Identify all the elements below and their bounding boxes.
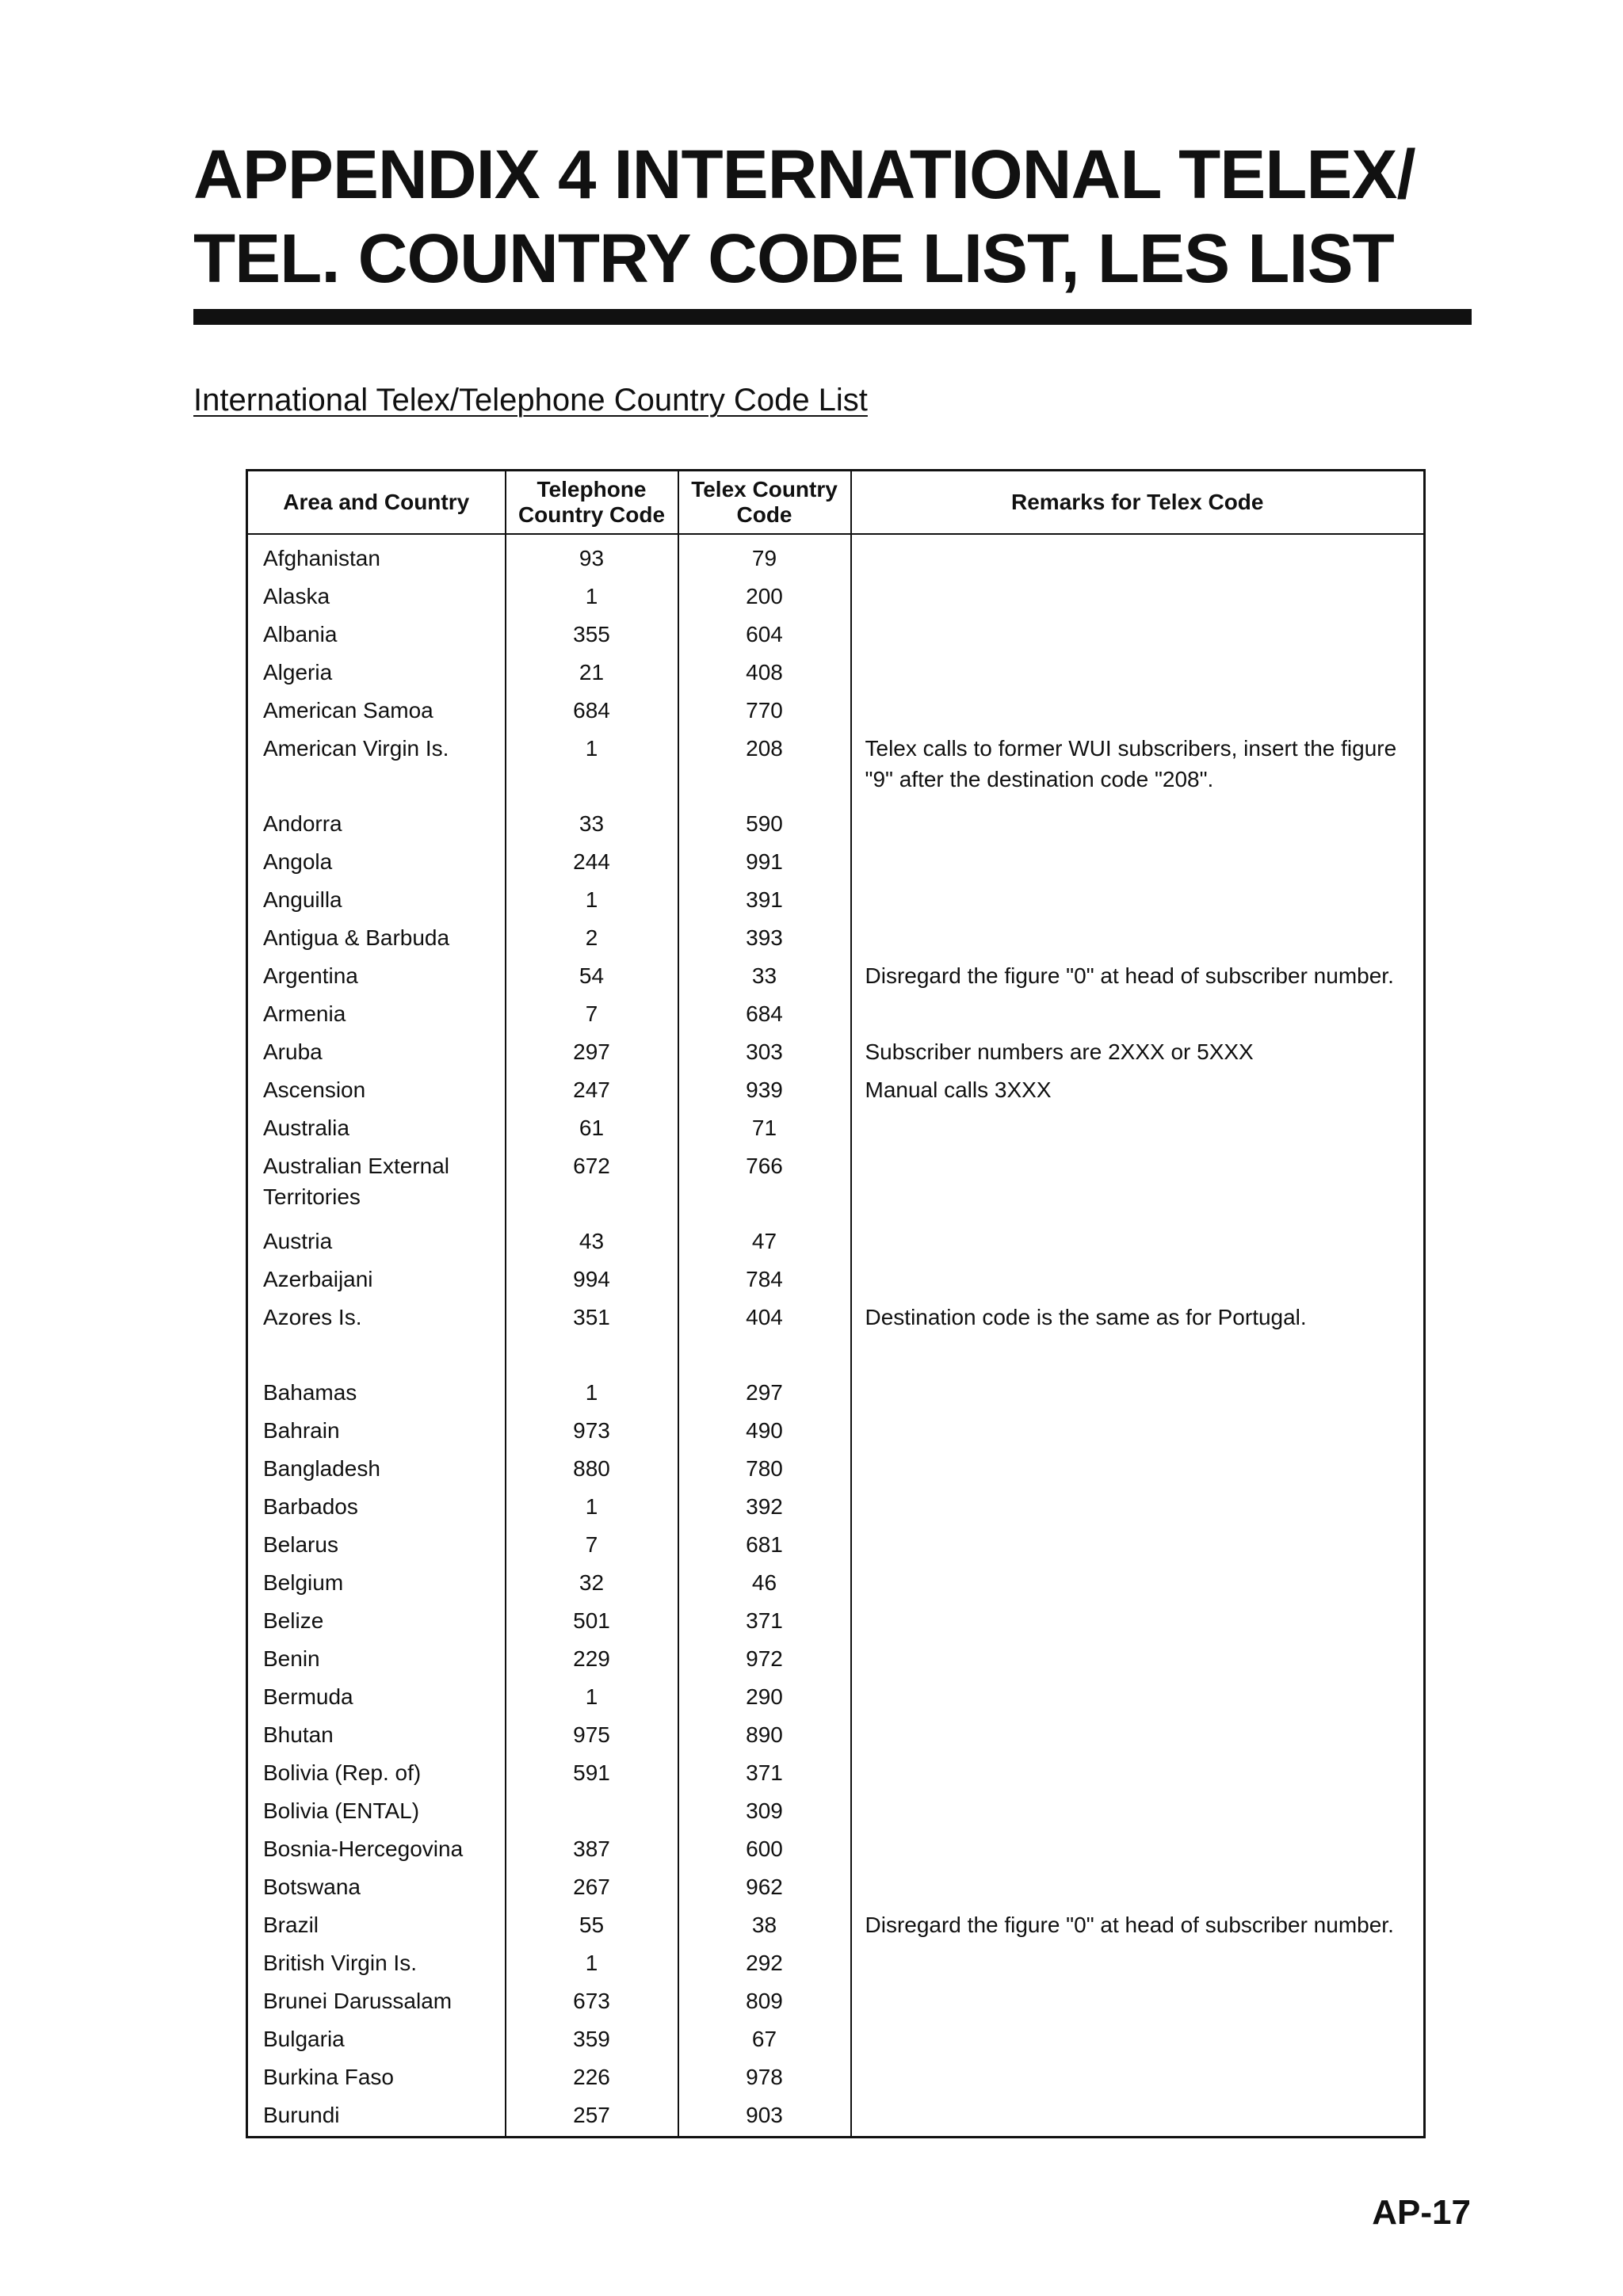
cell-country: Botswana — [263, 1875, 361, 1899]
cell-telex-code: 309 — [678, 1789, 851, 1827]
table-row — [247, 992, 1425, 1030]
cell-remark — [851, 1144, 1425, 1219]
cell-telex-code: 71 — [678, 1106, 851, 1144]
table-row — [247, 916, 1425, 954]
cell-telex-code: 33 — [678, 954, 851, 992]
cell-country: Bahamas — [263, 1380, 357, 1405]
cell-telex-code: 684 — [678, 992, 851, 1030]
cell-telephone-code: 1 — [506, 1941, 678, 1979]
cell-remark: Subscriber numbers are 2XXX or 5XXX — [851, 1030, 1425, 1068]
cell-telex-code: 780 — [678, 1447, 851, 1485]
cell-country: Belize — [263, 1608, 324, 1633]
cell-telephone-code: 257 — [506, 2093, 678, 2138]
cell-country: Ascension — [263, 1077, 366, 1102]
table-row — [247, 1979, 1425, 2017]
cell-remark: Telex calls to former WUI subscribers, insert the figure "9" after the destination code "208". — [851, 727, 1425, 802]
cell-telephone-code: 7 — [506, 1523, 678, 1561]
cell-remark — [851, 1941, 1425, 1979]
cell-country: Burkina Faso — [263, 2065, 394, 2089]
cell-telephone-code: 591 — [506, 1751, 678, 1789]
cell-remark — [851, 1219, 1425, 1257]
cell-country: Brazil — [263, 1913, 319, 1937]
cell-telephone-code: 61 — [506, 1106, 678, 1144]
cell-country: Brunei Darussalam — [263, 1989, 453, 2013]
table-body — [247, 534, 1425, 2138]
cell-remark — [851, 574, 1425, 612]
cell-telex-code: 47 — [678, 1219, 851, 1257]
cell-telex-code: 490 — [678, 1409, 851, 1447]
header-remarks: Remarks for Telex Code — [851, 471, 1425, 535]
cell-telephone-code: 247 — [506, 1068, 678, 1106]
cell-country: Benin — [263, 1646, 320, 1671]
cell-remark — [851, 1561, 1425, 1599]
cell-remark — [851, 992, 1425, 1030]
cell-telex-code: 890 — [678, 1713, 851, 1751]
cell-remark — [851, 1371, 1425, 1409]
cell-country: American Samoa — [263, 698, 433, 723]
cell-country: Azerbaijani — [263, 1267, 373, 1291]
table-row — [247, 1485, 1425, 1523]
cell-telephone-code: 267 — [506, 1865, 678, 1903]
page-title-line-1: APPENDIX 4 INTERNATIONAL TELEX/ — [193, 136, 1415, 213]
cell-remark — [851, 1485, 1425, 1523]
cell-country: Bangladesh — [263, 1456, 380, 1481]
cell-remark — [851, 688, 1425, 727]
cell-remark — [851, 650, 1425, 688]
table-row — [247, 1030, 1425, 1068]
table-row — [247, 954, 1425, 992]
cell-remark — [851, 2093, 1425, 2138]
table-row — [247, 534, 1425, 574]
table-row — [247, 1941, 1425, 1979]
table-row — [247, 1371, 1425, 1409]
cell-telephone-code: 387 — [506, 1827, 678, 1865]
cell-country: Australian External Territories — [263, 1154, 450, 1209]
table-row — [247, 840, 1425, 878]
cell-telex-code: 393 — [678, 916, 851, 954]
cell-telephone-code: 973 — [506, 1409, 678, 1447]
country-code-table — [246, 469, 1426, 2138]
cell-telephone-code: 684 — [506, 688, 678, 727]
page-title — [193, 133, 1477, 301]
cell-telephone-code: 2 — [506, 916, 678, 954]
table-row — [247, 1713, 1425, 1751]
cell-telephone-code: 244 — [506, 840, 678, 878]
cell-remark — [851, 1106, 1425, 1144]
table-row — [247, 1447, 1425, 1485]
cell-remark — [851, 1523, 1425, 1561]
table-row — [247, 1599, 1425, 1637]
cell-telex-code: 939 — [678, 1068, 851, 1106]
header-telephone-code: Telephone Country Code — [506, 471, 678, 535]
cell-country: Bahrain — [263, 1418, 340, 1443]
table-row — [247, 1106, 1425, 1144]
cell-telex-code: 766 — [678, 1144, 851, 1219]
cell-remark — [851, 1599, 1425, 1637]
cell-telephone-code: 55 — [506, 1903, 678, 1941]
cell-country: Antigua & Barbuda — [263, 925, 450, 950]
table-row — [247, 1903, 1425, 1941]
table-row — [247, 1219, 1425, 1257]
section-heading: International Telex/Telephone Country Code List — [193, 383, 868, 418]
cell-telex-code: 978 — [678, 2055, 851, 2093]
cell-country: Albania — [263, 622, 338, 646]
table-row — [247, 688, 1425, 727]
cell-remark — [851, 1827, 1425, 1865]
cell-telephone-code: 226 — [506, 2055, 678, 2093]
cell-remark — [851, 1789, 1425, 1827]
cell-remark — [851, 1713, 1425, 1751]
cell-remark — [851, 802, 1425, 840]
header-telex-code: Telex Country Code — [678, 471, 851, 535]
cell-telex-code: 200 — [678, 574, 851, 612]
cell-telex-code: 371 — [678, 1751, 851, 1789]
cell-country: Azores Is. — [263, 1305, 362, 1329]
cell-remark — [851, 2017, 1425, 2055]
table-row — [247, 878, 1425, 916]
cell-telephone-code: 359 — [506, 2017, 678, 2055]
cell-remark — [851, 1751, 1425, 1789]
table-row — [247, 2093, 1425, 2138]
table-header-row — [247, 471, 1425, 535]
cell-country: Burundi — [263, 2103, 340, 2127]
cell-telex-code: 903 — [678, 2093, 851, 2138]
cell-country: Bolivia (ENTAL) — [263, 1798, 420, 1823]
cell-telephone-code: 43 — [506, 1219, 678, 1257]
cell-remark — [851, 840, 1425, 878]
cell-country: Belarus — [263, 1532, 338, 1557]
table-row — [247, 1409, 1425, 1447]
cell-telephone-code: 351 — [506, 1295, 678, 1371]
cell-telex-code: 604 — [678, 612, 851, 650]
table-row — [247, 650, 1425, 688]
cell-remark — [851, 1675, 1425, 1713]
cell-telex-code: 600 — [678, 1827, 851, 1865]
cell-remark — [851, 1637, 1425, 1675]
cell-remark — [851, 1447, 1425, 1485]
cell-remark — [851, 1979, 1425, 2017]
cell-telex-code: 770 — [678, 688, 851, 727]
cell-telex-code: 590 — [678, 802, 851, 840]
table-row — [247, 574, 1425, 612]
cell-telephone-code: 1 — [506, 1371, 678, 1409]
cell-country: Argentina — [263, 963, 358, 988]
cell-remark — [851, 1865, 1425, 1903]
cell-telex-code: 962 — [678, 1865, 851, 1903]
table-row — [247, 1523, 1425, 1561]
cell-telephone-code: 32 — [506, 1561, 678, 1599]
cell-telephone-code: 1 — [506, 574, 678, 612]
table-row — [247, 2055, 1425, 2093]
cell-telex-code: 46 — [678, 1561, 851, 1599]
table-row — [247, 1068, 1425, 1106]
cell-telex-code: 784 — [678, 1257, 851, 1295]
cell-country: American Virgin Is. — [263, 736, 449, 761]
cell-telephone-code: 975 — [506, 1713, 678, 1751]
table-row — [247, 2017, 1425, 2055]
cell-country: Bermuda — [263, 1684, 353, 1709]
cell-telephone-code: 229 — [506, 1637, 678, 1675]
cell-telex-code: 991 — [678, 840, 851, 878]
table-row — [247, 1257, 1425, 1295]
cell-telephone-code: 297 — [506, 1030, 678, 1068]
cell-country: British Virgin Is. — [263, 1951, 417, 1975]
cell-country: Afghanistan — [263, 546, 380, 570]
table-row — [247, 1675, 1425, 1713]
cell-telephone-code — [506, 1789, 678, 1827]
cell-country: Barbados — [263, 1494, 358, 1519]
cell-telex-code: 392 — [678, 1485, 851, 1523]
cell-telex-code: 67 — [678, 2017, 851, 2055]
cell-telephone-code: 7 — [506, 992, 678, 1030]
cell-telephone-code: 880 — [506, 1447, 678, 1485]
cell-country: Bhutan — [263, 1722, 334, 1747]
page-title-line-2: TEL. COUNTRY CODE LIST, LES LIST — [193, 220, 1394, 297]
cell-remark: Disregard the figure "0" at head of subscriber number. — [851, 1903, 1425, 1941]
cell-country: Bosnia-Hercegovina — [263, 1836, 464, 1861]
cell-telephone-code: 21 — [506, 650, 678, 688]
cell-remark — [851, 534, 1425, 574]
cell-telex-code: 290 — [678, 1675, 851, 1713]
cell-country: Austria — [263, 1229, 333, 1253]
table-row — [247, 612, 1425, 650]
table-row — [247, 727, 1425, 802]
cell-telex-code: 371 — [678, 1599, 851, 1637]
table-row — [247, 1751, 1425, 1789]
cell-country: Belgium — [263, 1570, 344, 1595]
cell-country: Alaska — [263, 584, 330, 608]
cell-telephone-code: 1 — [506, 878, 678, 916]
cell-telex-code: 292 — [678, 1941, 851, 1979]
cell-country: Anguilla — [263, 887, 342, 912]
table-row — [247, 1827, 1425, 1865]
page-number: AP-17 — [1372, 2193, 1471, 2232]
table-row — [247, 1295, 1425, 1371]
cell-remark — [851, 2055, 1425, 2093]
header-area-country: Area and Country — [247, 471, 506, 535]
table-row — [247, 1637, 1425, 1675]
cell-remark: Disregard the figure "0" at head of subscriber number. — [851, 954, 1425, 992]
cell-telephone-code: 355 — [506, 612, 678, 650]
cell-telephone-code: 54 — [506, 954, 678, 992]
table-row — [247, 802, 1425, 840]
cell-country: Aruba — [263, 1039, 323, 1064]
cell-country: Andorra — [263, 811, 342, 836]
cell-telex-code: 809 — [678, 1979, 851, 2017]
cell-telex-code: 408 — [678, 650, 851, 688]
cell-telex-code: 208 — [678, 727, 851, 802]
cell-remark — [851, 612, 1425, 650]
cell-remark — [851, 878, 1425, 916]
title-rule — [193, 309, 1472, 325]
cell-telephone-code: 672 — [506, 1144, 678, 1219]
cell-country: Bulgaria — [263, 2027, 345, 2051]
cell-telephone-code: 33 — [506, 802, 678, 840]
cell-telex-code: 681 — [678, 1523, 851, 1561]
cell-remark — [851, 916, 1425, 954]
cell-country: Bolivia (Rep. of) — [263, 1760, 422, 1785]
table-row — [247, 1789, 1425, 1827]
cell-remark: Manual calls 3XXX — [851, 1068, 1425, 1106]
cell-remark — [851, 1257, 1425, 1295]
cell-remark — [851, 1409, 1425, 1447]
cell-telephone-code: 673 — [506, 1979, 678, 2017]
cell-telephone-code: 1 — [506, 1675, 678, 1713]
cell-telex-code: 79 — [678, 534, 851, 574]
cell-country: Australia — [263, 1116, 349, 1140]
cell-country: Algeria — [263, 660, 333, 685]
cell-telex-code: 391 — [678, 878, 851, 916]
cell-telex-code: 38 — [678, 1903, 851, 1941]
cell-country: Armenia — [263, 1001, 346, 1026]
cell-country: Angola — [263, 849, 333, 874]
table-row — [247, 1865, 1425, 1903]
cell-remark: Destination code is the same as for Portugal. — [851, 1295, 1425, 1371]
cell-telex-code: 972 — [678, 1637, 851, 1675]
cell-telephone-code: 1 — [506, 727, 678, 802]
table-row — [247, 1561, 1425, 1599]
table-row — [247, 1144, 1425, 1219]
cell-telex-code: 404 — [678, 1295, 851, 1371]
cell-telex-code: 297 — [678, 1371, 851, 1409]
cell-telephone-code: 501 — [506, 1599, 678, 1637]
cell-telephone-code: 93 — [506, 534, 678, 574]
cell-telephone-code: 994 — [506, 1257, 678, 1295]
cell-telephone-code: 1 — [506, 1485, 678, 1523]
cell-telex-code: 303 — [678, 1030, 851, 1068]
